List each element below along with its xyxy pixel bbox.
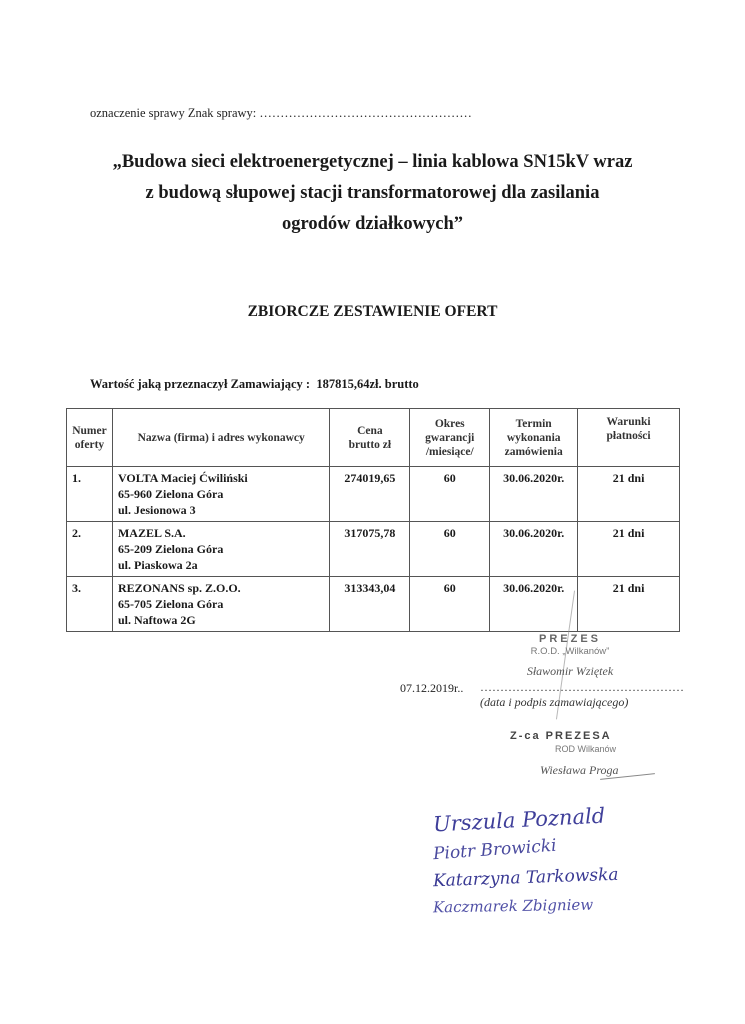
budget-label: Wartość jaką przeznaczył Zamawiający : xyxy=(90,377,311,391)
deadline: 30.06.2020r. xyxy=(490,467,578,522)
warranty: 60 xyxy=(410,522,490,577)
title-line-1: „Budowa sieci elektroenergetycznej – linia kablowa SN15kV wraz xyxy=(112,152,633,172)
payment-terms: 21 dni xyxy=(578,467,680,522)
header-offer-number: Numer oferty xyxy=(67,409,113,467)
header-deadline: Termin wykonania zamówienia xyxy=(490,409,578,467)
budget-line xyxy=(90,377,419,392)
signature-dotted-line: …………………………………………… xyxy=(480,680,684,694)
price: 317075,78 xyxy=(330,522,410,577)
table-row xyxy=(67,467,680,522)
header-payment-terms: Warunki płatności xyxy=(578,409,680,467)
handwritten-signature: Urszula Poznald xyxy=(432,803,606,837)
offer-number: 1. xyxy=(67,467,113,522)
header-price: Cena brutto zł xyxy=(330,409,410,467)
title-line-3: ogrodów działkowych” xyxy=(281,214,464,234)
warranty: 60 xyxy=(410,577,490,632)
contractor: REZONANS sp. Z.O.O. 65-705 Zielona Góra ul. Naftowa 2G xyxy=(112,577,329,632)
offers-table xyxy=(66,408,680,632)
case-reference: oznaczenie sprawy Znak sprawy: …………………………………………… xyxy=(90,106,472,120)
president-stamp-name: Sławomir Wziętek xyxy=(526,664,614,678)
payment-terms: 21 dni xyxy=(578,522,680,577)
signature-date: 07.12.2019r.. xyxy=(400,681,464,695)
deadline: 30.06.2020r. xyxy=(490,522,578,577)
payment-terms: 21 dni xyxy=(578,577,680,632)
table-header-row xyxy=(67,409,680,467)
price: 313343,04 xyxy=(330,577,410,632)
contractor: VOLTA Maciej Ćwiliński 65-960 Zielona Góra ul. Jesionowa 3 xyxy=(112,467,329,522)
vice-president-stamp-title: Z-ca PREZESA xyxy=(510,730,612,742)
offer-number: 2. xyxy=(67,522,113,577)
president-stamp-org: R.O.D. „Wilkanów” xyxy=(530,646,610,657)
table-row xyxy=(67,577,680,632)
signature-caption: (data i podpis zamawiającego) xyxy=(480,695,629,709)
vice-president-stamp-name: Wiesława Proga xyxy=(540,763,619,777)
handwritten-signature: Piotr Browicki xyxy=(432,835,558,865)
president-stamp-title: PREZES xyxy=(538,633,601,645)
vice-president-stamp-org: ROD Wilkanów xyxy=(555,744,617,754)
contractor: MAZEL S.A. 65-209 Zielona Góra ul. Piaskowa 2a xyxy=(112,522,329,577)
deadline: 30.06.2020r. xyxy=(490,577,578,632)
title-line-2: z budową słupowej stacji transformatorowej dla zasilania xyxy=(145,183,600,203)
budget-value: 187815,64zł. brutto xyxy=(316,377,419,391)
offer-number: 3. xyxy=(67,577,113,632)
header-contractor-name: Nazwa (firma) i adres wykonawcy xyxy=(112,409,329,467)
header-warranty: Okres gwarancji /miesiące/ xyxy=(410,409,490,467)
price: 274019,65 xyxy=(330,467,410,522)
warranty: 60 xyxy=(410,467,490,522)
handwritten-signature: Kaczmarek Zbigniew xyxy=(432,895,594,917)
document-title xyxy=(60,147,685,240)
table-row xyxy=(67,522,680,577)
handwritten-signature: Katarzyna Tarkowska xyxy=(432,864,619,892)
section-heading: ZBIORCZE ZESTAWIENIE OFERT xyxy=(247,303,498,320)
